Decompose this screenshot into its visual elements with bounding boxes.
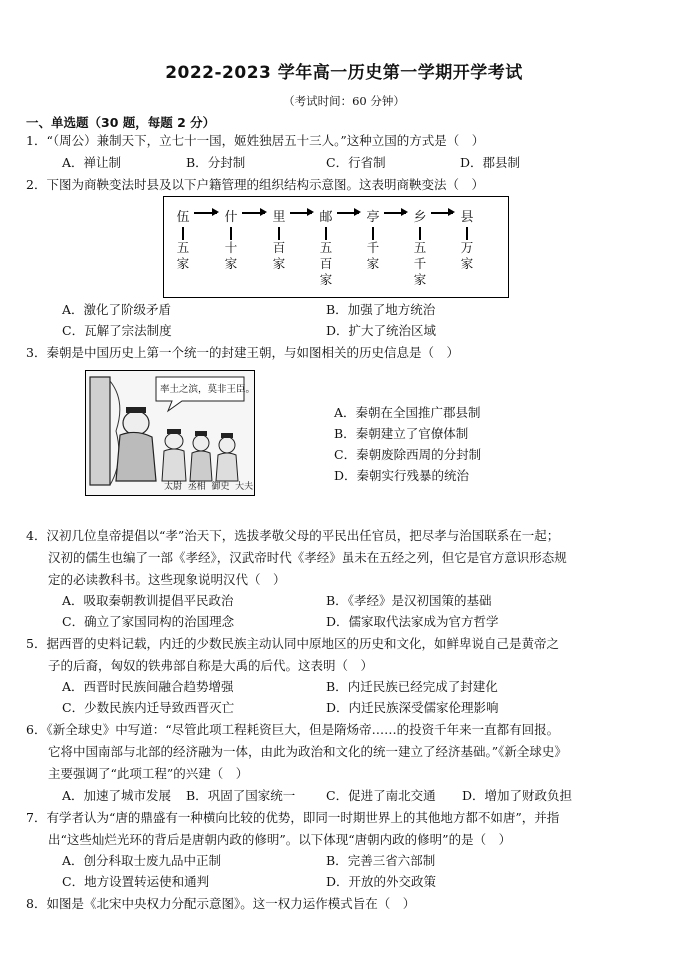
option-text: 增加了财政负担 (484, 788, 573, 803)
option-label: A． (62, 679, 84, 694)
option-text: 分封制 (207, 155, 246, 170)
option-text: 禅让制 (83, 155, 122, 170)
option-label: A． (62, 593, 84, 608)
unit-7: 县 (460, 210, 474, 225)
arrow-6 (431, 212, 453, 214)
question-text: 汉初几位皇帝提倡以“孝”治天下，选拔孝敬父母的平民出任官员，把尽孝与治国联系在一起； (46, 528, 560, 543)
question-4-line-3: 定的必读教科书。这些现象说明汉代（ ） (48, 572, 286, 587)
q4-option-c[interactable] (62, 612, 234, 630)
option-label: D． (462, 788, 485, 803)
option-text: 《孝经》是汉初国策的基础 (347, 593, 492, 608)
option-text: 少数民族内迁导致西晋灭亡 (84, 700, 235, 715)
question-text: 据西晋的史料记载，内迁的少数民族主动认同中原地区的历史和文化，如鲜卑说自己是黄帝之 (46, 636, 559, 651)
option-text: 儒家取代法家成为官方哲学 (348, 614, 499, 629)
option-label: D． (326, 700, 349, 715)
exam-title: 2022-2023 学年高一历史第一学期开学考试 (165, 63, 523, 83)
households-2: 十 家 (224, 240, 238, 271)
option-label: C． (334, 447, 357, 462)
option-label: B． (326, 302, 348, 317)
q6-option-c[interactable] (326, 786, 436, 804)
section-heading: 一、单选题（30 题，每题 2 分） (26, 115, 216, 130)
option-label: C． (62, 614, 85, 629)
arrow-3 (290, 212, 312, 214)
speech-bubble-text: 率土之滨，莫非王臣。 (160, 384, 256, 395)
question-text: 《新全球史》中写道：“尽管此项工程耗资巨大，但是隋炀帝……的投资千年来一直都有回报。 (46, 722, 560, 737)
option-text: 扩大了统治区域 (348, 323, 437, 338)
q6-option-b[interactable] (186, 786, 295, 804)
option-text: 秦朝在全国推广郡县制 (355, 405, 481, 420)
connector-2 (230, 227, 232, 240)
option-label: B． (334, 426, 356, 441)
option-text: 行省制 (348, 155, 386, 170)
q3-option-c[interactable] (334, 445, 481, 463)
cartoon-caption: 太尉 丞相 御史 大夫 (164, 482, 254, 492)
option-text: 秦朝废除西周的分封制 (356, 447, 482, 462)
question-6-line-2: 它将中国南部与北部的经济融为一体，由此为政治和文化的统一建立了经济基础。”《新全球史》 (48, 744, 567, 759)
option-label: A． (62, 155, 84, 170)
question-number: 1． (26, 133, 47, 148)
q4-option-d[interactable] (326, 612, 499, 630)
question-6-line-1 (26, 720, 559, 738)
q4-option-b[interactable] (326, 591, 491, 609)
question-number: 6． (26, 722, 47, 737)
q1-option-b[interactable] (186, 153, 245, 171)
connector-3 (278, 227, 280, 240)
q1-option-a[interactable] (62, 153, 121, 171)
option-label: B． (186, 155, 208, 170)
question-4-line-1 (26, 526, 559, 544)
option-text: 巩固了国家统一 (207, 788, 296, 803)
option-label: D． (326, 614, 349, 629)
option-label: D． (326, 874, 349, 889)
question-number: 8． (26, 896, 47, 911)
question-3-stem (26, 343, 459, 361)
question-2-stem (26, 175, 484, 193)
q2-option-a[interactable] (62, 300, 171, 318)
question-4-line-2: 汉初的儒生也编了一部《孝经》，汉武帝时代《孝经》虽未在五经之列，但它是官方意识形态规 (48, 550, 567, 565)
option-label: C． (62, 874, 85, 889)
unit-4: 邮 (319, 210, 333, 225)
households-3: 百 家 (272, 240, 286, 271)
q5-option-b[interactable] (326, 677, 498, 695)
option-text: 内迁民族已经完成了封建化 (347, 679, 498, 694)
question-number: 5． (26, 636, 47, 651)
option-label: A． (62, 788, 84, 803)
option-text: 激化了阶级矛盾 (83, 302, 172, 317)
q5-option-d[interactable] (326, 698, 499, 716)
q7-option-d[interactable] (326, 872, 436, 890)
option-label: A． (62, 853, 84, 868)
option-label: A． (62, 302, 84, 317)
option-text: 开放的外交政策 (348, 874, 437, 889)
connector-5 (372, 227, 374, 240)
arrow-4 (337, 212, 359, 214)
question-number: 4． (26, 528, 47, 543)
q3-option-d[interactable] (334, 466, 469, 484)
option-text: 秦朝建立了官僚体制 (355, 426, 469, 441)
q7-option-a[interactable] (62, 851, 221, 869)
question-1-stem (26, 131, 484, 149)
unit-2: 什 (224, 210, 238, 225)
question-number: 2． (26, 177, 47, 192)
option-text: 地方设置转运使和通判 (84, 874, 210, 889)
q3-option-a[interactable] (334, 403, 481, 421)
households-1: 五 家 (176, 240, 190, 271)
option-label: D． (460, 155, 483, 170)
connector-7 (466, 227, 468, 240)
q2-option-d[interactable] (326, 321, 436, 339)
question-number: 3． (26, 345, 47, 360)
q5-option-a[interactable] (62, 677, 234, 695)
q6-option-a[interactable] (62, 786, 171, 804)
question-text: 秦朝是中国历史上第一个统一的封建王朝，与如图相关的历史信息是（ ） (46, 345, 459, 360)
households-6: 五 千 家 (413, 240, 427, 287)
households-5: 千 家 (366, 240, 380, 271)
question-number: 7． (26, 810, 47, 825)
arrow-2 (242, 212, 265, 214)
households-4: 五 百 家 (319, 240, 333, 287)
question-7-line-2: 出“这些灿烂光环的背后是唐朝内政的修明”。以下体现“唐朝内政的修明”的是（ ） (48, 832, 512, 847)
option-text: 秦朝实行残暴的统治 (356, 468, 470, 483)
qin-officials-cartoon (85, 370, 255, 496)
option-label: D． (334, 468, 357, 483)
unit-1: 伍 (176, 210, 190, 225)
question-5-line-1 (26, 634, 559, 652)
option-text: 内迁民族深受儒家伦理影响 (348, 700, 499, 715)
option-label: C． (326, 788, 349, 803)
unit-6: 乡 (413, 210, 427, 225)
option-label: B． (186, 788, 208, 803)
q4-option-a[interactable] (62, 591, 234, 609)
connector-1 (182, 227, 184, 240)
q7-option-c[interactable] (62, 872, 209, 890)
option-text: 西晋时民族间融合趋势增强 (83, 679, 234, 694)
option-label: A． (334, 405, 356, 420)
option-label: D． (326, 323, 349, 338)
unit-3: 里 (272, 210, 286, 225)
option-label: C． (326, 155, 349, 170)
option-text: 促进了南北交通 (348, 788, 436, 803)
unit-5: 亭 (366, 210, 380, 225)
arrow-5 (384, 212, 406, 214)
question-6-line-3: 主要强调了“此项工程”的兴建（ ） (48, 766, 249, 781)
q5-option-c[interactable] (62, 698, 234, 716)
option-text: 瓦解了宗法制度 (84, 323, 172, 338)
q3-option-b[interactable] (334, 424, 468, 442)
option-text: 确立了家国同构的治国理念 (84, 614, 235, 629)
option-label: B． (326, 853, 348, 868)
question-text: 有学者认为“唐的鼎盛有一种横向比较的优势，即同一时期世界上的其他地方都不如唐”，并指 (46, 810, 560, 825)
option-text: 加强了地方统治 (347, 302, 436, 317)
q6-option-d[interactable] (462, 786, 572, 804)
option-text: 完善三省六部制 (347, 853, 436, 868)
option-text: 郡县制 (482, 155, 521, 170)
question-8-stem (26, 894, 415, 912)
question-5-line-2: 子的后裔，匈奴的铁弗部自称是大禹的后代。这表明（ ） (48, 658, 374, 673)
question-text: 如图是《北宋中央权力分配示意图》。这一权力运作模式旨在（ ） (46, 896, 416, 911)
households-7: 万 家 (460, 240, 474, 271)
question-7-line-1 (26, 808, 559, 826)
q1-option-d[interactable] (460, 153, 520, 171)
option-text: 加速了城市发展 (83, 788, 172, 803)
q2-option-b[interactable] (326, 300, 435, 318)
option-text: 吸取秦朝教训提倡平民政治 (83, 593, 234, 608)
option-label: B． (326, 593, 348, 608)
option-text: 创分科取士废九品中正制 (83, 853, 222, 868)
question-text: 下图为商鞅变法时县及以下户籍管理的组织结构示意图。这表明商鞅变法（ ） (46, 177, 484, 192)
q7-option-b[interactable] (326, 851, 435, 869)
arrow-1 (194, 212, 217, 214)
question-text: “（周公）兼制天下，立七十一国，姬姓独居五十三人。”这种立国的方式是（ ） (46, 133, 485, 148)
q1-option-c[interactable] (326, 153, 386, 171)
connector-4 (325, 227, 327, 240)
q2-option-c[interactable] (62, 321, 172, 339)
connector-6 (419, 227, 421, 240)
option-label: C． (62, 700, 85, 715)
exam-time: （考试时间：60 分钟） (283, 94, 405, 108)
option-label: B． (326, 679, 348, 694)
option-label: C． (62, 323, 85, 338)
